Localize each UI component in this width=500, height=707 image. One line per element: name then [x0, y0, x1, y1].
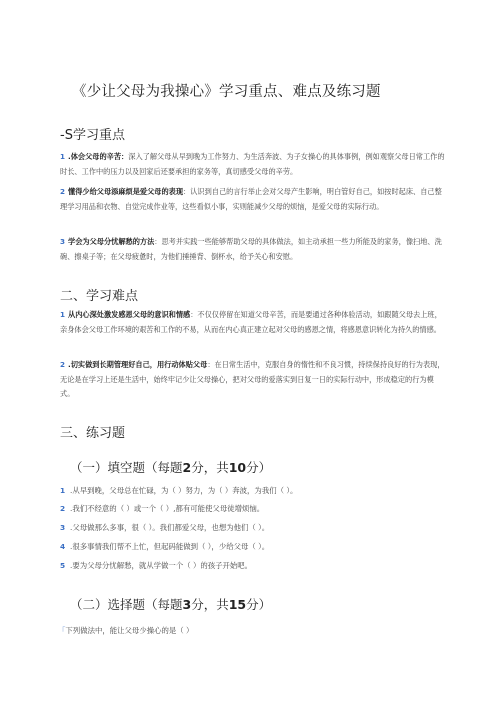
item-body: 深入了解父母从早到晚为工作努力、为生活奔波、为子女操心的具体事例，例如观察父母日常工作的时长、工作中的压力以及回家后还要承担的家务等，真切感受父母的辛劳。 [60, 152, 445, 176]
difficulty-item [60, 358, 445, 402]
fill-in-heading: （一）填空题（每题2分，共10分） [70, 460, 272, 475]
item-number: 2 [60, 360, 66, 369]
choice-question: 「下列做法中，能让父母少操心的是（ ） [58, 626, 194, 635]
item-body: ：认识到自己的言行举止会对父母产生影响，明白管好自己，如按时起床、自己整理学习用品和衣物、自觉完成作业等，这些看似小事，实则能减少父母的烦恼，是爱父母的实际行动。 [60, 187, 442, 211]
item-lead: 学会为父母分忧解愁的方法 [68, 237, 155, 246]
item-number: 3 [60, 237, 66, 246]
item-lead: 从内心深处激发感恩父母的意识和情感 [68, 310, 191, 319]
fill-question: 1 .从早到晚，父母总在忙碌，为（ ）努力，为（ ）奔波，为我们（ ）。 [60, 486, 298, 495]
multiple-choice-heading: （二）选择题（每题3分，共15分） [70, 597, 272, 612]
item-lead: .体会父母的辛苦： [68, 152, 129, 161]
difficulty-item [60, 308, 445, 337]
item-lead: 懂得少给父母添麻烦是爱父母的表现 [68, 187, 184, 196]
item-body: ：不仅仅停留在知道父母辛苦，而是要通过各种体验活动，如跟随父母去上班，亲身体会父母工作环境的艰苦和工作的不易，从而在内心真正建立起对父母的感恩之情，将感恩意识转化为持久的情感。 [60, 310, 442, 334]
fill-question: 2 .我们不经意的（ ）或一个（ ）,都有可能使父母徒增烦恼。 [60, 504, 265, 513]
item-number: 2 [60, 187, 66, 196]
key-point-item [60, 235, 445, 264]
key-point-item [60, 185, 445, 214]
section-heading-key-points: -S学习重点 [60, 128, 125, 143]
item-lead: .切实做到长期管理好自己，用行动体贴父母 [68, 360, 208, 369]
item-body: ：在日常生活中，克服自身的惰性和不良习惯，持续保持良好的行为表现，无论是在学习上还是生活中，始终牢记少让父母操心，把对父母的爱落实到日复一日的实际行动中，形成稳定的行为模式。 [60, 360, 445, 398]
key-point-item [60, 150, 445, 179]
section-heading-exercises: 三、练习题 [60, 426, 126, 441]
section-heading-difficulties: 二、学习难点 [60, 289, 139, 304]
fill-question: 4 .很多事情我们帮不上忙，但起码能做到（ ），少给父母（ ）。 [60, 542, 270, 551]
fill-question: 5 .要为父母分忧解愁，就从学做一个（ ）的孩子开始吧。 [60, 561, 253, 570]
document-title: 《少让父母为我操心》学习重点、难点及练习题 [72, 84, 381, 100]
fill-question: 3 .父母做那么多事，很（ ）。我们都爱父母，也想为他们（ ）。 [60, 523, 270, 532]
item-body: ：思考并实践一些能够帮助父母的具体做法，如主动承担一些力所能及的家务，像扫地、洗碗、擦桌子等；在父母疲惫时，为他们捶捶背、倒杯水，给予关心和安慰。 [60, 237, 442, 261]
item-number: 1 [60, 152, 66, 161]
item-number: 1 [60, 310, 66, 319]
